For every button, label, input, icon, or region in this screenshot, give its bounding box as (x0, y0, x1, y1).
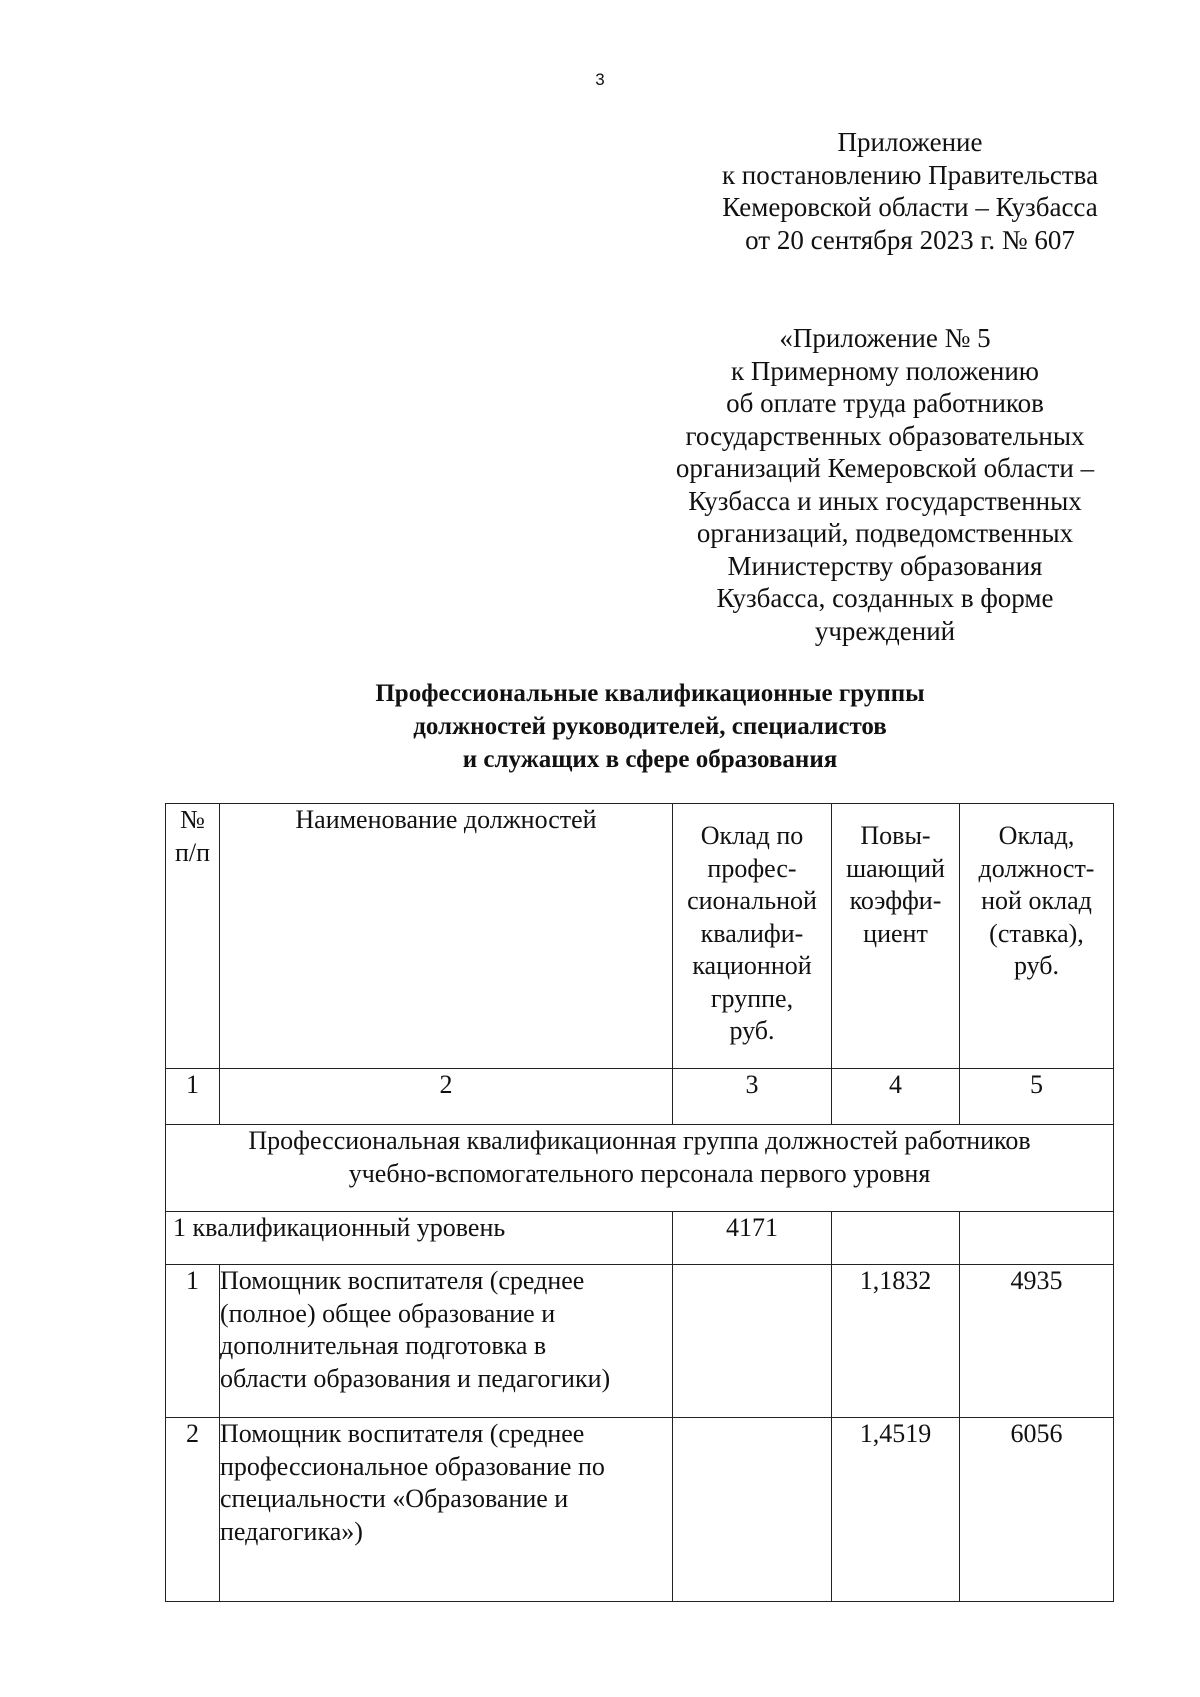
appendix-5-line: к Примерному положению (731, 355, 1039, 386)
group-title-row (166, 1125, 1114, 1212)
document-title-line: и служащих в сфере образования (462, 746, 838, 773)
group-salary (673, 1418, 832, 1602)
appendix-5-line: государственных образовательных (685, 420, 1085, 451)
group-title: Профессиональная квалификационная группа должностей работников учебно-вспомогательного персонала первого уровня (166, 1125, 1114, 1212)
appendix-5-line: организаций, подведомственных (696, 518, 1074, 548)
appendix-5-header (655, 322, 1115, 647)
column-number: 1 (166, 1069, 220, 1125)
qualification-level-row (166, 1212, 1114, 1265)
coefficient: 1,1832 (832, 1265, 960, 1418)
header-position-salary: Оклад, должност- ной оклад (ставка), руб. (960, 804, 1114, 1069)
appendix-5-line: учреждений (814, 615, 956, 646)
appendix-5-line: Кузбасса, созданных в форме (716, 583, 1054, 613)
appendix-5-line: Кузбасса и иных государственных (688, 485, 1082, 516)
row-number: 1 (166, 1265, 220, 1418)
appendix-5-line: Министерству образования (727, 550, 1043, 581)
appendix-header-line: к постановлению Правительства (721, 159, 1099, 190)
qualification-groups-table (165, 803, 1114, 1602)
appendix-header-line: от 20 сентября 2023 г. № 607 (745, 224, 1075, 255)
table-header-row (166, 804, 1114, 1069)
appendix-5-line: «Приложение № 5 (779, 323, 991, 353)
document-title-line: Профессиональные квалификационные группы (375, 680, 925, 707)
appendix-5-line: об оплате труда работников (726, 388, 1044, 418)
position-name: Помощник воспитателя (среднее (полное) общее образование и дополнительная подготовка в области образования и педагогики) (220, 1265, 673, 1418)
appendix-header-line: Кемеровской области – Кузбасса (722, 192, 1098, 222)
appendix-header-line: Приложение (837, 127, 983, 157)
appendix-5-line: организаций Кемеровской области – (675, 453, 1095, 483)
page-number: 3 (595, 70, 605, 89)
group-salary (673, 1265, 832, 1418)
coefficient: 1,4519 (832, 1418, 960, 1602)
position-salary: 6056 (960, 1418, 1114, 1602)
empty-cell (960, 1212, 1114, 1265)
position-salary: 4935 (960, 1265, 1114, 1418)
qualification-level-salary: 4171 (673, 1212, 832, 1265)
header-coefficient: Повы- шающий коэффи- циент (832, 804, 960, 1069)
row-number: 2 (166, 1418, 220, 1602)
column-number: 4 (832, 1069, 960, 1125)
qualification-level-name: 1 квалификационный уровень (166, 1212, 673, 1265)
header-group-salary: Оклад по профес- сиональной квалифи- кационной группе, руб. (673, 804, 832, 1069)
table-row (166, 1418, 1114, 1602)
document-title (150, 677, 1150, 776)
column-number: 5 (960, 1069, 1114, 1125)
table-row (166, 1265, 1114, 1418)
column-number: 2 (220, 1069, 673, 1125)
column-number-row (166, 1069, 1114, 1125)
appendix-header (680, 126, 1140, 256)
position-name: Помощник воспитателя (среднее профессиональное образование по специальности «Образование и педагогика») (220, 1418, 673, 1602)
column-number: 3 (673, 1069, 832, 1125)
empty-cell (832, 1212, 960, 1265)
document-title-line: должностей руководителей, специалистов (413, 713, 887, 740)
header-number: № п/п (166, 804, 220, 1069)
header-position-name: Наименование должностей (220, 804, 673, 1069)
